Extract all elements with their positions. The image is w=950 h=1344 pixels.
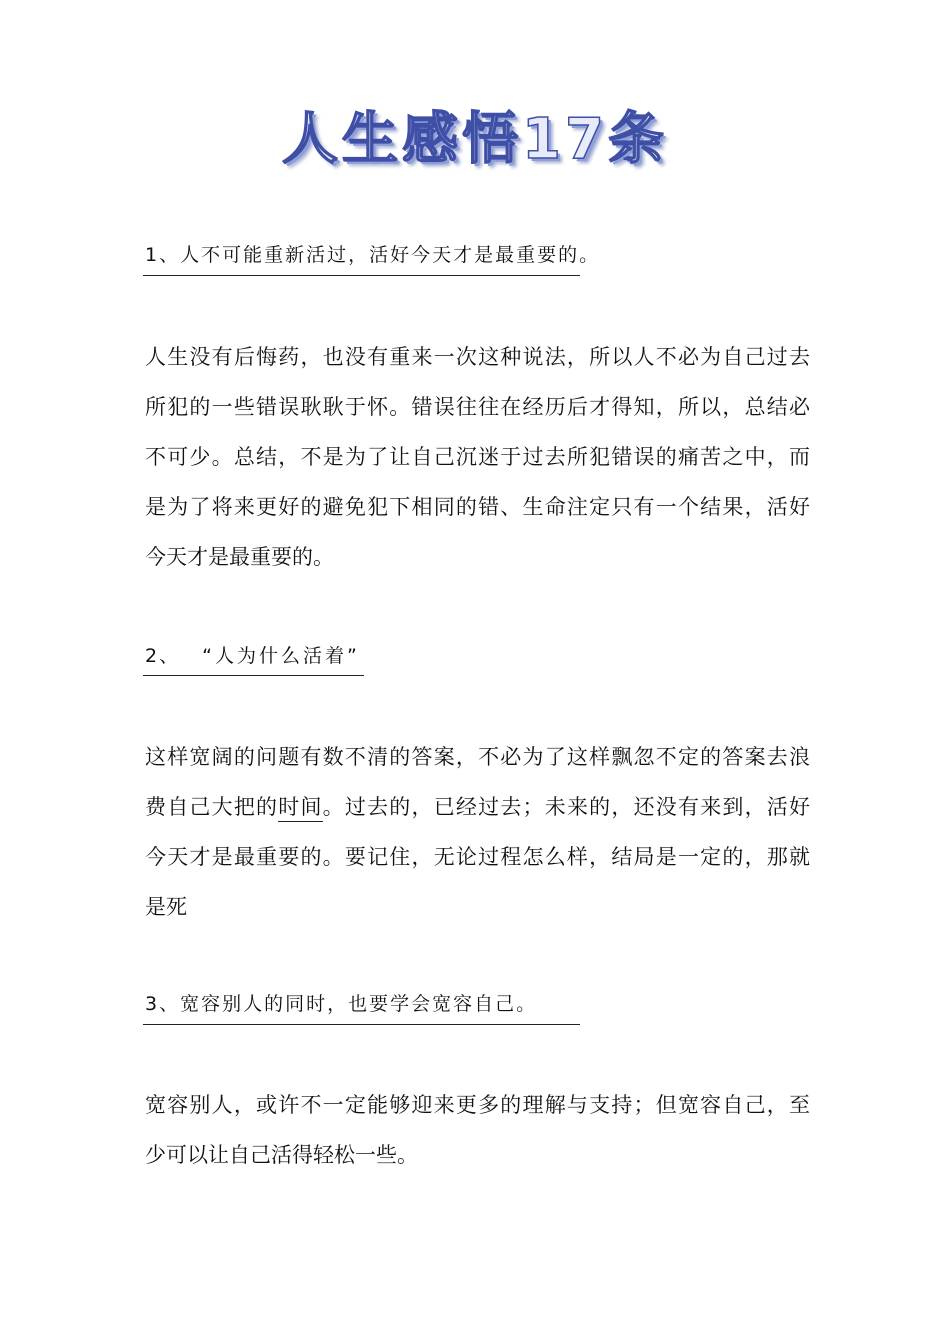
section-2-heading [145,647,360,666]
section-1-paragraph [145,332,810,582]
paragraph-line: 是为了将来更好的避免犯下相同的错、生命注定只有一个结果，活好 [145,495,810,519]
paragraph-line: 是死 [145,895,187,919]
section-3-paragraph [145,1080,810,1180]
paragraph-line: 人生没有后悔药，也没有重来一次这种说法，所以人不必为自己过去 [145,345,810,369]
paragraph-line [145,782,810,832]
paragraph-line: 今天才是最重要的。 [145,545,334,569]
section-3-heading: 3、宽容别人的同时，也要学会宽容自己。 [145,993,538,1015]
section-1-heading-rule [143,275,580,276]
paragraph-line: 宽容别人，或许不一定能够迎来更多的理解与支持；但宽容自己，至 [145,1093,810,1117]
document-title: 人生感悟17条 [282,107,668,172]
paragraph-line: 今天才是最重要的。要记住，无论过程怎么样，结局是一定的，那就 [145,845,810,869]
section-2-heading-rule [143,675,364,676]
section-1-heading: 1、人不可能重新活过，活好今天才是最重要的。 [145,244,601,266]
line-text: 。过去的，已经过去；未来的，还没有来到，活好 [322,795,811,819]
underlined-word: 时间 [278,795,322,822]
section-2-heading-number: 2、 [145,645,181,667]
title-block [0,107,950,172]
paragraph-line: 所犯的一些错误耿耿于怀。错误往往在经历后才得知，所以，总结必 [145,395,810,419]
paragraph-line: 少可以让自己活得轻松一些。 [145,1143,418,1167]
section-2-heading-text: “人为什么活着” [202,645,360,667]
section-2-paragraph [145,732,810,932]
section-3-heading-rule [143,1024,580,1025]
paragraph-line: 这样宽阔的问题有数不清的答案，不必为了这样飘忽不定的答案去浪 [145,745,810,769]
paragraph-line: 不可少。总结，不是为了让自己沉迷于过去所犯错误的痛苦之中，而 [145,445,810,469]
line-text: 费自己大把的 [145,795,279,819]
